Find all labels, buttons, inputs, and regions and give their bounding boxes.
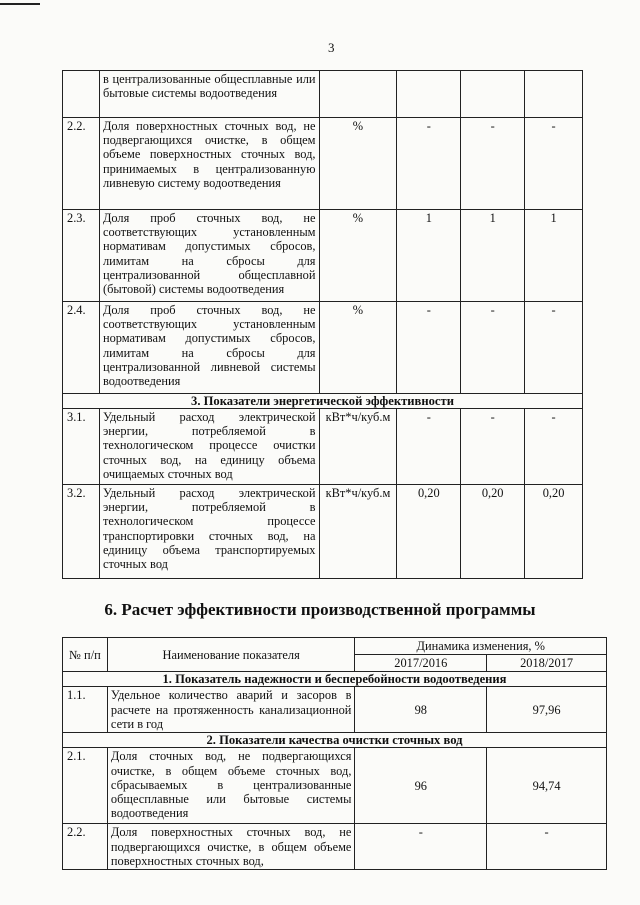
value: -	[525, 409, 583, 485]
table-row	[63, 409, 583, 485]
unit: %	[319, 210, 397, 302]
indicator-name: Доля сточных вод, не подвергающихся очистке, в общем объеме сточных вод, сбрасываемых в централизованные общесплавные или бытовые системы водоотведения	[107, 748, 355, 824]
value: -	[461, 409, 525, 485]
table-row	[63, 824, 607, 870]
indicator-name: в централизованные общесплавные или бытовые системы водоотведения	[99, 71, 319, 118]
indicator-name: Удельный расход электрической энергии, потребляемой в технологическом процессе очистки сточных вод, на единицу объема очищаемых сточных вод	[99, 409, 319, 485]
value: -	[461, 118, 525, 210]
value	[525, 71, 583, 118]
indicator-name: Доля поверхностных сточных вод, не подвергающихся очистке, в общем объеме поверхностных сточных вод, принимаемых в централизованную ливневую систему водоотведения	[99, 118, 319, 210]
indicator-name: Удельное количество аварий и засоров в расчете на протяженность канализационной сети в год	[107, 687, 355, 733]
value: 1	[461, 210, 525, 302]
table-row	[63, 687, 607, 733]
value: -	[397, 409, 461, 485]
indicator-name: Удельный расход электрической энергии, потребляемой в технологическом процессе транспортировки сточных вод, на единицу объема транспортируемых сточных вод	[99, 485, 319, 579]
unit: кВт*ч/куб.м	[319, 485, 397, 579]
value: 98	[355, 687, 487, 733]
unit	[319, 71, 397, 118]
efficiency-table	[62, 637, 607, 870]
section-title: 6. Расчет эффективности производственной программы	[104, 600, 536, 619]
row-number: 2.4.	[63, 302, 100, 394]
value: -	[397, 302, 461, 394]
section-heading: 3. Показатели энергетической эффективности	[63, 394, 583, 409]
row-number: 1.1.	[63, 687, 108, 733]
section-heading: 1. Показатель надежности и бесперебойности водоотведения	[63, 672, 607, 687]
value: -	[461, 302, 525, 394]
page-number: 3	[328, 40, 335, 55]
value: 0,20	[461, 485, 525, 579]
value: 1	[397, 210, 461, 302]
section-heading: 2. Показатели качества очистки сточных вод	[63, 733, 607, 748]
value: 97,96	[487, 687, 607, 733]
indicator-name: Доля проб сточных вод, не соответствующих установленным нормативам допустимых сбросов, лимитам на сбросы для централизованной ливневой системы водоотведения	[99, 302, 319, 394]
column-header-year: 2018/2017	[487, 655, 607, 672]
column-header-dynamics: Динамика изменения, %	[355, 638, 607, 655]
table-row	[63, 118, 583, 210]
row-number: 2.2.	[63, 824, 108, 870]
column-header-name: Наименование показателя	[107, 638, 355, 672]
section-row	[63, 733, 607, 748]
value: 0,20	[397, 485, 461, 579]
row-number: 2.1.	[63, 748, 108, 824]
table-row	[63, 302, 583, 394]
unit: кВт*ч/куб.м	[319, 409, 397, 485]
value: -	[397, 118, 461, 210]
value: 0,20	[525, 485, 583, 579]
value	[461, 71, 525, 118]
column-header-year: 2017/2016	[355, 655, 487, 672]
table-row	[63, 210, 583, 302]
top-rule	[0, 3, 40, 5]
column-header-num: № п/п	[63, 638, 108, 672]
unit: %	[319, 302, 397, 394]
indicator-name: Доля поверхностных сточных вод, не подвергающихся очистке, в общем объеме поверхностных сточных вод,	[107, 824, 355, 870]
value: -	[355, 824, 487, 870]
row-number: 3.1.	[63, 409, 100, 485]
table-row	[63, 748, 607, 824]
row-number: 2.2.	[63, 118, 100, 210]
value: 96	[355, 748, 487, 824]
indicator-name: Доля проб сточных вод, не соответствующих установленным нормативам допустимых сбросов, лимитам на сбросы для централизованной общесплавной (бытовой) системы водоотведения	[99, 210, 319, 302]
unit: %	[319, 118, 397, 210]
value: 94,74	[487, 748, 607, 824]
section-row	[63, 394, 583, 409]
row-number	[63, 71, 100, 118]
table-row	[63, 485, 583, 579]
value	[397, 71, 461, 118]
section-row	[63, 672, 607, 687]
header-row	[63, 638, 607, 655]
value: -	[487, 824, 607, 870]
table-row	[63, 71, 583, 118]
row-number: 2.3.	[63, 210, 100, 302]
indicators-table	[62, 70, 583, 579]
value: -	[525, 118, 583, 210]
value: 1	[525, 210, 583, 302]
row-number: 3.2.	[63, 485, 100, 579]
value: -	[525, 302, 583, 394]
